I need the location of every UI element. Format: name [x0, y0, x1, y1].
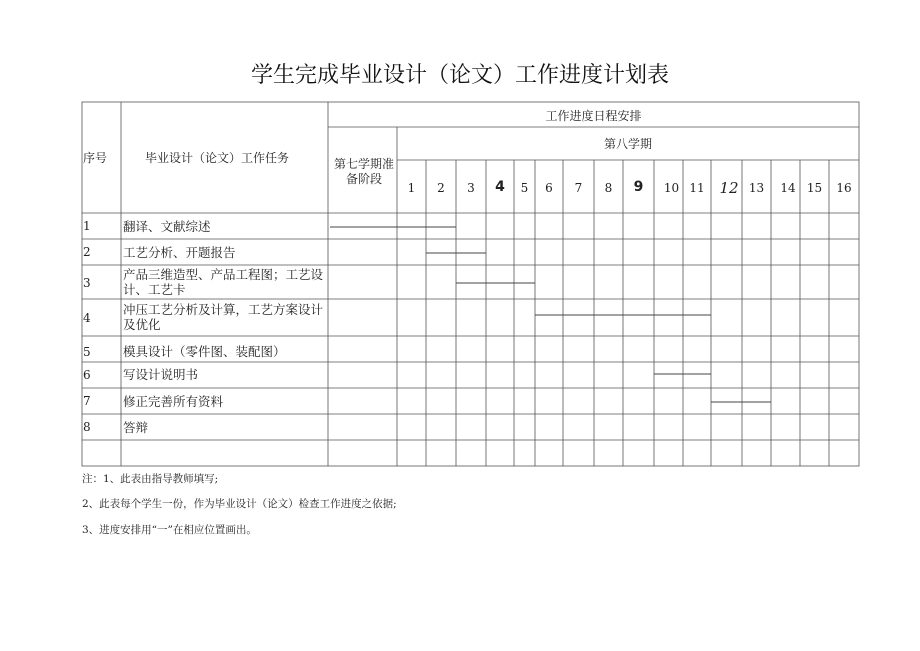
- week-label: 8: [604, 181, 613, 195]
- week-label: 2: [437, 181, 445, 195]
- task-text: 修正完善所有资料: [123, 394, 224, 409]
- week-label: 13: [748, 181, 765, 195]
- task-text: 答辩: [123, 420, 149, 435]
- week-label: 9: [633, 179, 644, 195]
- footnote: 注：1、此表由指导教师填写;: [82, 473, 219, 485]
- week-label: 14: [780, 181, 796, 195]
- week-label: 1: [407, 181, 416, 195]
- week-label: 3: [467, 181, 475, 195]
- row-number: 4: [83, 311, 91, 325]
- task-text: 写设计说明书: [123, 367, 199, 382]
- row-number: 1: [83, 219, 91, 233]
- week-label: 6: [545, 181, 553, 195]
- task-text: 产品三维造型、产品工程图；工艺设计、工艺卡: [123, 267, 324, 297]
- week-label: 5: [520, 181, 529, 195]
- week-label: 12: [719, 179, 739, 197]
- row-number: 7: [83, 394, 91, 408]
- week-label: 15: [806, 181, 823, 195]
- task-text: 冲压工艺分析及计算，工艺方案设计及优化: [123, 302, 324, 332]
- row-number: 3: [83, 276, 91, 290]
- row-number: 2: [83, 245, 91, 259]
- task-text: 模具设计（零件图、装配图）: [123, 344, 286, 359]
- header-task: 毕业设计（论文）工作任务: [145, 151, 290, 165]
- row-number: 6: [83, 368, 91, 382]
- week-label: 11: [689, 181, 705, 195]
- header-schedule: 工作进度日程安排: [545, 109, 642, 123]
- task-text: 翻译、文献综述: [123, 219, 211, 234]
- footnote: 2、此表每个学生一份，作为毕业设计（论文）检查工作进度之依据;: [82, 498, 397, 510]
- week-label: 4: [495, 179, 505, 195]
- page-title: 学生完成毕业设计（论文）工作进度计划表: [250, 63, 669, 88]
- week-label: 16: [836, 181, 852, 195]
- task-text: 工艺分析、开题报告: [123, 245, 236, 260]
- header-term7: 第七学期准备阶段: [333, 157, 394, 186]
- row-number: 5: [83, 345, 91, 359]
- header-seq: 序号: [83, 151, 108, 165]
- week-label: 10: [663, 181, 680, 195]
- row-number: 8: [83, 420, 91, 434]
- footnote: 3、进度安排用“一”在相应位置画出。: [82, 524, 257, 536]
- week-label: 7: [574, 181, 583, 195]
- header-term8: 第八学期: [603, 137, 652, 151]
